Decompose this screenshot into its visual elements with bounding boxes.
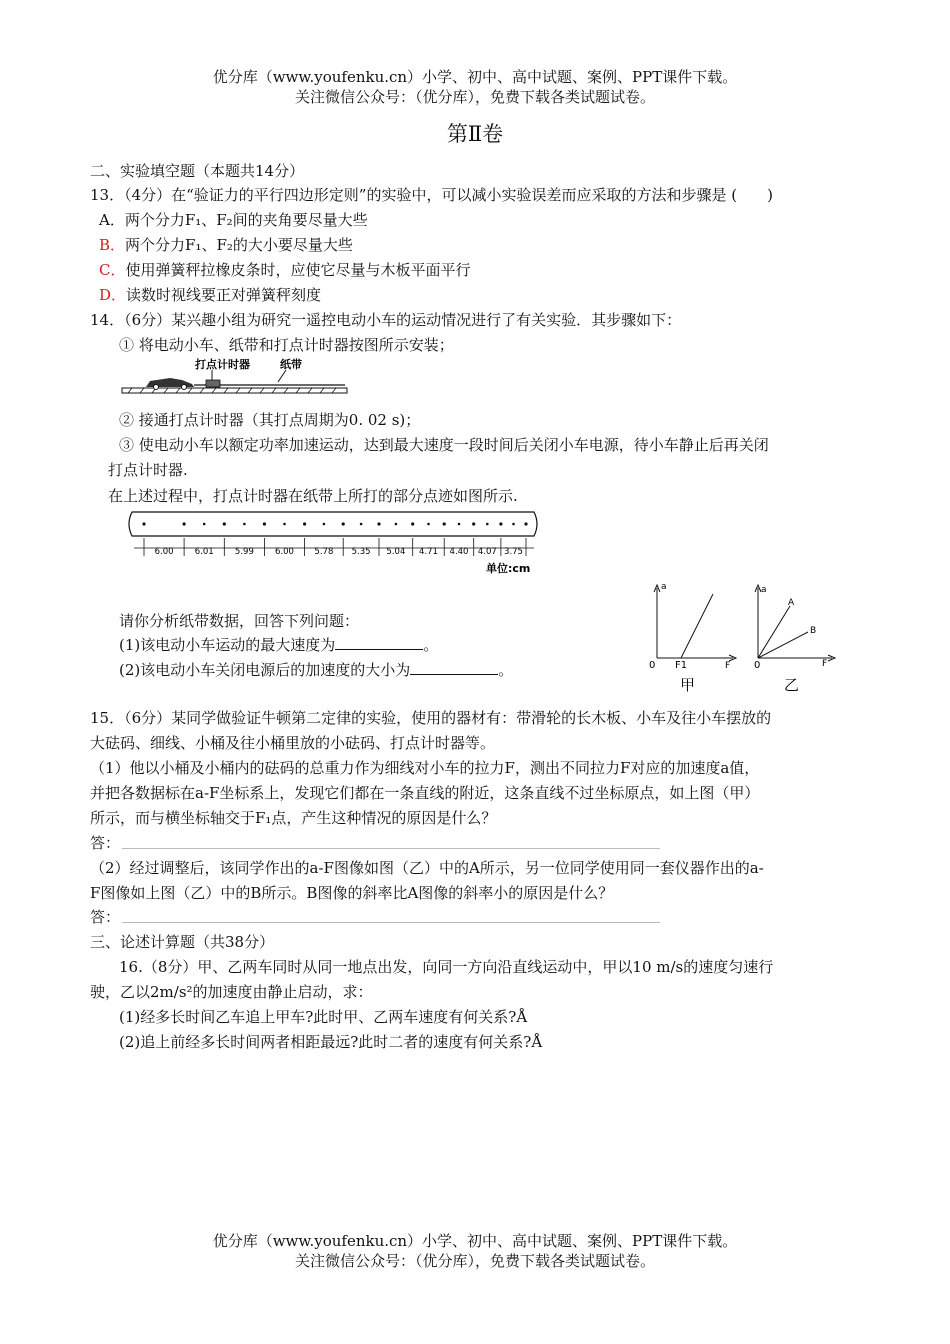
jia-axis-x: F (725, 661, 731, 671)
tape-dot (395, 523, 398, 526)
sub-2-end: 。 (498, 661, 514, 679)
q16-sub-1: (1)经多长时间乙车追上甲车?此时甲、乙两车速度有何关系?Å (119, 1008, 528, 1026)
page-title: 第Ⅱ卷 (446, 122, 504, 146)
graph-jia (645, 580, 745, 695)
q15-answer-2-label: 答： (90, 908, 121, 926)
tape-dot (486, 523, 489, 526)
header-line-2: 关注微信公众号：（优分库），免费下载各类试题试卷。 (294, 88, 655, 106)
tape-segment-label: 5.99 (234, 547, 254, 557)
footer-line-1: 优分库（www.youfenku.cn）小学、初中、高中试题、案例、PPT课件下载。 (212, 1232, 738, 1250)
tape-dot (512, 523, 515, 526)
header-line-1: 优分库（www.youfenku.cn）小学、初中、高中试题、案例、PPT课件下载。 (212, 68, 738, 86)
tape-unit-label: 单位:cm (486, 562, 531, 575)
q15-answer-2-line[interactable] (122, 922, 660, 923)
jia-caption: 甲 (680, 676, 696, 694)
tape-dot (243, 523, 246, 526)
option-letter: B． (99, 236, 126, 254)
q15-answer-1-label: 答： (90, 834, 121, 852)
tape-segment-label: 4.07 (477, 547, 497, 557)
option-text: 两个分力F₁、F₂的大小要尽量大些 (125, 236, 353, 254)
tape-dot (472, 522, 475, 525)
yi-origin: 0 (754, 660, 761, 671)
tape-dot (263, 522, 266, 525)
q16-sub-2: (2)追上前经多长时间两者相距最远?此时二者的速度有何关系?Å (119, 1033, 543, 1051)
tape-segment-label: 6.01 (194, 547, 214, 557)
tape-segment-label: 6.00 (275, 547, 294, 557)
option-letter: D． (99, 286, 127, 304)
q13-stem: 13．（4分）在“验证力的平行四边形定则”的实验中，可以减小实验误差而应采取的方法和步骤是 ( ) (90, 186, 773, 204)
jia-x-mark: F1 (675, 660, 688, 671)
timer-label: 打点计时器 (195, 358, 250, 371)
q14-description: 在上述过程中，打点计时器在纸带上所打的部分点迹如图所示. (108, 487, 518, 505)
graph-yi (748, 580, 843, 695)
q14-step-2: ② 接通打点计时器（其打点周期为0. 02 s)； (119, 411, 421, 429)
section-3-heading: 三、论述计算题（共38分） (90, 933, 275, 951)
tape-dot (377, 522, 380, 525)
car-track-figure (120, 356, 350, 398)
tape-segment-label: 5.35 (351, 547, 371, 557)
q13-option-a (99, 209, 368, 230)
q16-stem-2: 驶，乙以2m/s²的加速度由静止启动，求： (90, 983, 373, 1001)
tape-segment-label: 4.40 (449, 547, 469, 557)
sub-1-text: (1)该电动小车运动的最大速度为 (119, 636, 336, 654)
q14-sub-1 (119, 634, 438, 655)
tape-label: 纸带 (280, 358, 302, 371)
tape-dot (458, 523, 461, 526)
timer-icon (206, 380, 220, 387)
tape-dot (411, 522, 414, 525)
tape-segment-label: 5.04 (386, 547, 406, 557)
tape-dot (323, 523, 326, 526)
jia-origin: 0 (649, 660, 656, 671)
paper-tape-figure (128, 508, 548, 578)
yi-line-a: A (788, 598, 795, 608)
car-icon (146, 378, 194, 387)
option-text: 两个分力F₁、F₂间的夹角要尽量大些 (124, 211, 368, 229)
tape-dot (183, 522, 186, 525)
yi-axis-x: F (822, 659, 828, 669)
q14-step-3b: 打点计时器. (108, 461, 188, 479)
sub-2-text: (2)该电动小车关闭电源后的加速度的大小为 (119, 661, 411, 679)
q13-option-c (99, 259, 471, 280)
tape-dot (303, 522, 306, 525)
q15-answer-1-line[interactable] (122, 848, 660, 849)
tape-segment-label: 6.00 (154, 547, 174, 557)
section-2-heading: 二、实验填空题（本题共14分） (90, 162, 305, 180)
tape-dot (283, 523, 286, 526)
q13-option-d (99, 284, 321, 305)
tape-dot (360, 523, 363, 526)
q14-prompt: 请你分析纸带数据，回答下列问题： (119, 612, 360, 630)
q15-part-2b: F图像如上图（乙）中的B所示。B图像的斜率比A图像的斜率小的原因是什么？ (90, 884, 614, 902)
footer-line-2: 关注微信公众号：（优分库），免费下载各类试题试卷。 (294, 1252, 655, 1270)
yi-caption: 乙 (784, 676, 800, 694)
q14-stem: 14．（6分）某兴趣小组为研究一遥控电动小车的运动情况进行了有关实验．其步骤如下： (90, 311, 682, 329)
answer-blank-2[interactable] (410, 660, 498, 675)
option-text: 使用弹簧秤拉橡皮条时，应使它尽量与木板平面平行 (125, 261, 471, 279)
q15-part-1a: （1）他以小桶及小桶内的砝码的总重力作为细线对小车的拉力F，测出不同拉力F对应的加速度a值， (90, 759, 760, 777)
option-letter: C． (99, 261, 126, 279)
tape-dot (342, 522, 345, 525)
q13-option-b (99, 234, 353, 255)
tape-dot (524, 522, 527, 525)
tape-dot (443, 522, 446, 525)
q14-step-1: ① 将电动小车、纸带和打点计时器按图所示安装； (119, 336, 454, 354)
tape-segment-label: 4.71 (419, 547, 438, 557)
tape-dot (203, 523, 206, 526)
tape-dot (427, 523, 430, 526)
tape-dot (499, 522, 502, 525)
q14-step-3a: ③ 使电动小车以额定功率加速运动，达到最大速度一段时间后关闭小车电源，待小车静止后再关闭 (119, 436, 769, 454)
q15-part-1c: 所示，而与横坐标轴交于F₁点，产生这种情况的原因是什么？ (90, 809, 497, 827)
q16-stem-1: 16.（8分）甲、乙两车同时从同一地点出发，向同一方向沿直线运动中，甲以10 m/s的速度匀速行 (119, 958, 774, 976)
q15-stem-1: 15．（6分）某同学做验证牛顿第二定律的实验，使用的器材有：带滑轮的长木板、小车及往小车摆放的 (90, 709, 772, 727)
q15-stem-2: 大砝码、细线、小桶及往小桶里放的小砝码、打点计时器等。 (90, 734, 496, 752)
tape-dot (142, 522, 145, 525)
option-text: 读数时视线要正对弹簧秤刻度 (126, 286, 322, 304)
yi-axis-y: a (761, 585, 767, 595)
answer-blank-1[interactable] (335, 635, 423, 650)
option-letter: A． (99, 211, 125, 229)
q15-part-1b: 并把各数据标在a-F坐标系上，发现它们都在一条直线的附近，这条直线不过坐标原点，如上图（甲） (90, 784, 760, 802)
q15-part-2a: （2）经过调整后，该同学作出的a-F图像如图（乙）中的A所示，另一位同学使用同一套仪器作出的a- (90, 859, 764, 877)
tape-dot (223, 522, 226, 525)
jia-axis-y: a (661, 582, 667, 592)
tape-segment-label: 3.75 (504, 547, 523, 557)
yi-line-b: B (810, 626, 817, 636)
sub-1-end: 。 (423, 636, 439, 654)
q14-sub-2 (119, 659, 513, 680)
tape-segment-label: 5.78 (314, 547, 334, 557)
